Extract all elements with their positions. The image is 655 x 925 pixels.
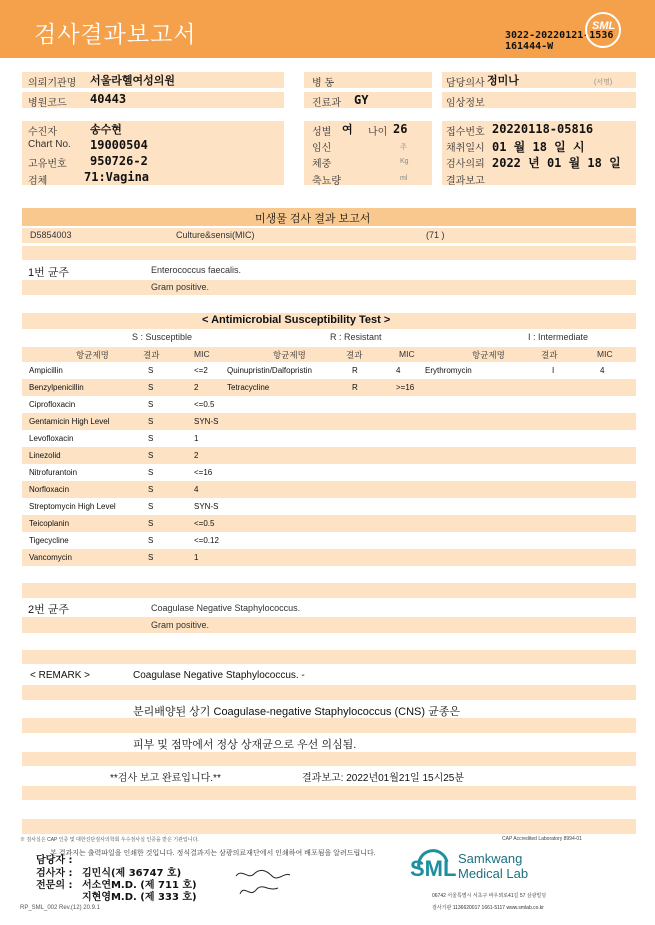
expert-1: 서소연M.D. (제 711 호) xyxy=(82,880,197,891)
hospital-code-value: 40443 xyxy=(90,92,127,106)
ast-mic: <=2 xyxy=(194,366,208,375)
dept-label: 진료과 xyxy=(312,98,341,109)
ast-mic: 2 xyxy=(194,451,199,460)
checker-label: 검사자 : xyxy=(36,868,73,879)
expert-2: 지현영M.D. (제 333 호) xyxy=(82,892,197,903)
ast-drug: Teicoplanin xyxy=(29,519,70,528)
row-bar xyxy=(22,246,636,260)
ast-result: S xyxy=(148,417,154,426)
remark-label: < REMARK > xyxy=(30,670,91,681)
ast-drug: Linezolid xyxy=(29,451,61,460)
ast-result: S xyxy=(148,400,154,409)
test-code: D5854003 xyxy=(30,230,72,240)
ast-title: < Antimicrobial Susceptibility Test > xyxy=(202,314,391,326)
ast-drug: Erythromycin xyxy=(425,366,472,375)
pregnancy-label: 임신 xyxy=(312,143,332,154)
patient-value: 송수현 xyxy=(90,123,122,136)
accession-label: 접수번호 xyxy=(446,127,485,138)
col-result-1: 결과 xyxy=(143,350,160,360)
row-bar xyxy=(22,786,636,800)
ward-label: 병 동 xyxy=(312,78,335,89)
ast-mic: >=16 xyxy=(396,383,415,392)
footer-note-2: 본 결과지는 출력파일을 인쇄한 것입니다. 정식결과지는 삼광의료재단에서 인쇄하여 배포됨을 알려드립니다. xyxy=(50,850,376,857)
report-title: 검사결과보고서 xyxy=(34,22,197,48)
pregnancy-unit: 주 xyxy=(400,144,407,151)
age-label: 나이 xyxy=(368,127,388,138)
ast-result: S xyxy=(148,451,154,460)
chart-value: 19000504 xyxy=(90,138,148,152)
remark-line-3: 피부 및 점막에서 정상 상재균으로 우선 의심됨. xyxy=(133,739,357,751)
ast-mic: 1 xyxy=(194,553,199,562)
cap-note: CAP Accredited Laboratory 8994-01 xyxy=(502,836,582,842)
org2-label: 2번 균주 xyxy=(28,604,70,616)
ast-result: R xyxy=(352,366,358,375)
ast-result: S xyxy=(148,502,154,511)
sex-label: 성별 xyxy=(312,127,332,138)
checker-value: 김민식(제 36747 호) xyxy=(82,868,182,879)
ast-result: S xyxy=(148,485,154,494)
form-number: RP_SML_002 Rev.(12) 20.9.1 xyxy=(20,905,100,911)
dept-value: GY xyxy=(354,93,369,107)
ast-drug: Benzylpenicillin xyxy=(29,383,84,392)
accession-value: 20220118-05816 xyxy=(492,122,594,136)
ast-drug: Ciprofloxacin xyxy=(29,400,76,409)
ast-mic: 2 xyxy=(194,383,199,392)
legend-susceptible: S : Susceptible xyxy=(132,332,193,342)
org1-gram: Gram positive. xyxy=(151,282,210,292)
expert-label: 전문의 : xyxy=(36,880,73,891)
urine-unit: ml xyxy=(400,175,408,182)
org1-name: Enterococcus faecalis. xyxy=(151,265,242,275)
row-bar xyxy=(22,685,636,700)
ast-drug: Quinupristin/Dalfopristin xyxy=(227,366,312,375)
ast-mic: <=0.5 xyxy=(194,400,215,409)
ast-mic: <=0.5 xyxy=(194,519,215,528)
weight-label: 체중 xyxy=(312,159,332,170)
row-bar xyxy=(22,819,636,834)
row-bar xyxy=(22,650,636,664)
ast-mic: 1 xyxy=(194,434,199,443)
lab-address: 06742 서울특별시 서초구 바우뫼로41길 57 삼광빌딩 xyxy=(432,893,547,899)
test-name: Culture&sensi(MIC) xyxy=(176,230,255,240)
patient-label: 수진자 xyxy=(28,127,57,138)
specimen-value: 71:Vagina xyxy=(84,170,150,184)
id-value: 950726-2 xyxy=(90,154,148,168)
report-complete: **검사 보고 완료입니다.** xyxy=(110,773,221,784)
section-title: 미생물 검사 결과 보고서 xyxy=(255,213,371,225)
row-bar xyxy=(22,228,636,243)
row-bar xyxy=(22,752,636,766)
collect-label: 채취일시 xyxy=(446,143,485,154)
ast-mic: SYN-S xyxy=(194,502,219,511)
row-bar xyxy=(22,617,636,633)
ast-result: S xyxy=(148,536,154,545)
col-drug-3: 항균제명 xyxy=(472,350,505,360)
remark-line-2: 분리배양된 상기 Coagulase-negative Staphylococcus (CNS) 균종은 xyxy=(133,706,460,718)
ast-drug: Ampicillin xyxy=(29,366,63,375)
ast-drug: Streptomycin High Level xyxy=(29,502,116,511)
sml-mark: SML xyxy=(410,856,457,881)
table-row-bar xyxy=(22,413,636,430)
table-row-bar xyxy=(22,481,636,498)
legend-resistant: R : Resistant xyxy=(330,332,382,342)
report-id: 3022-20220121-1536 161444-W xyxy=(505,30,614,52)
sex-value: 여 xyxy=(342,124,353,136)
specimen-label: 검체 xyxy=(28,176,48,187)
institution-value: 서울라헬여성의원 xyxy=(90,74,176,87)
ast-result: R xyxy=(352,383,358,392)
col-result-3: 결과 xyxy=(541,350,558,360)
org1-label: 1번 균주 xyxy=(28,267,70,279)
col-mic-2: MIC xyxy=(399,349,415,359)
header-logo-text: SML xyxy=(592,20,616,32)
ast-drug: Gentamicin High Level xyxy=(29,417,110,426)
hospital-code-label: 병원코드 xyxy=(28,98,67,109)
row-bar xyxy=(22,280,636,295)
reporter-label: 담당자 : xyxy=(36,855,73,866)
institution-label: 의뢰기관명 xyxy=(28,78,77,89)
row-bar xyxy=(22,718,636,733)
ast-result: S xyxy=(148,383,154,392)
col-mic-3: MIC xyxy=(597,349,613,359)
ast-result: S xyxy=(148,366,154,375)
id-label: 고유번호 xyxy=(28,159,67,170)
weight-unit: Kg xyxy=(400,158,409,165)
spec-no: (71 ) xyxy=(426,230,445,240)
doctor-sign: (서명) xyxy=(594,79,613,86)
table-row-bar xyxy=(22,515,636,532)
signature-image xyxy=(234,866,294,900)
ast-drug: Tetracycline xyxy=(227,383,270,392)
footer-note-1: ※ 검사실은 CAP 인증 및 대한진단검사의학회 우수검사실 인증을 받은 기관입니다. xyxy=(20,837,199,843)
col-mic-1: MIC xyxy=(194,349,210,359)
row-bar xyxy=(22,583,636,598)
request-value: 2022 년 01 월 18 일 xyxy=(492,156,621,170)
ast-drug: Norfloxacin xyxy=(29,485,70,494)
lab-name-1: Samkwang xyxy=(458,851,523,866)
org2-gram: Gram positive. xyxy=(151,620,210,630)
patient-block xyxy=(22,121,284,185)
table-row-bar xyxy=(22,447,636,464)
request-label: 검사의뢰 xyxy=(446,159,485,170)
ast-result: S xyxy=(148,468,154,477)
report-time: 결과보고: 2022년01월21일 15시25분 xyxy=(302,773,465,784)
collect-value: 01 월 18 일 시 xyxy=(492,140,585,154)
doctor-label: 담당의사 xyxy=(446,78,485,89)
ast-result: S xyxy=(148,519,154,528)
col-result-2: 결과 xyxy=(346,350,363,360)
lab-phone: 검사기관 1136620017 1661-5117 www.smlab.co.kr xyxy=(432,905,544,911)
org2-name: Coagulase Negative Staphylococcus. xyxy=(151,603,301,613)
ast-mic: 4 xyxy=(600,366,605,375)
report-header xyxy=(0,0,655,58)
doctor-value: 정미나 xyxy=(487,74,519,87)
chart-label: Chart No. xyxy=(28,139,71,150)
table-row-bar xyxy=(22,549,636,566)
table-row-bar xyxy=(22,379,636,396)
col-drug-1: 항균제명 xyxy=(76,350,109,360)
ast-mic: 4 xyxy=(194,485,199,494)
ast-drug: Levofloxacin xyxy=(29,434,74,443)
ast-mic: SYN-S xyxy=(194,417,219,426)
ast-result: S xyxy=(148,434,154,443)
age-value: 26 xyxy=(393,122,408,136)
legend-intermediate: I : Intermediate xyxy=(528,332,589,342)
ast-mic: <=16 xyxy=(194,468,213,477)
ast-mic: 4 xyxy=(396,366,401,375)
clinical-label: 임상정보 xyxy=(446,98,485,109)
ast-drug: Vancomycin xyxy=(29,553,72,562)
report-label: 결과보고 xyxy=(446,176,485,187)
ast-result: S xyxy=(148,553,154,562)
col-drug-2: 항균제명 xyxy=(273,350,306,360)
ast-drug: Nitrofurantoin xyxy=(29,468,78,477)
ast-mic: <=0.12 xyxy=(194,536,219,545)
ast-result: I xyxy=(552,366,555,375)
ast-drug: Tigecycline xyxy=(29,536,69,545)
remark-line-1: Coagulase Negative Staphylococcus. - xyxy=(133,670,305,681)
urine-label: 축뇨량 xyxy=(312,176,341,187)
lab-name-2: Medical Lab xyxy=(458,866,529,881)
